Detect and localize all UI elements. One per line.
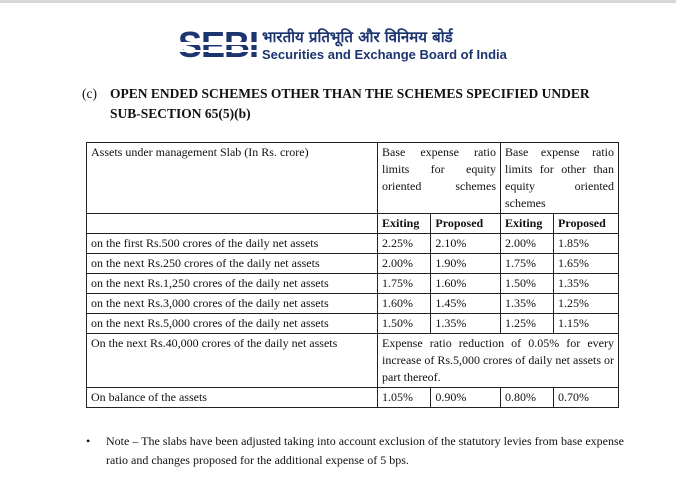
sebi-logo-mark (178, 26, 260, 64)
value-cell: 2.10% (431, 234, 501, 254)
value-cell: 1.85% (554, 234, 619, 254)
header-equity: Base expense ratio limits for equity oriented schemes (378, 143, 501, 214)
subheader-other-proposed: Proposed (554, 214, 619, 234)
value-cell: 1.35% (554, 274, 619, 294)
value-cell: 1.05% (378, 388, 431, 408)
bullet-icon: • (86, 434, 91, 448)
slab-cell: On the next Rs.40,000 crores of the daily net assets (87, 334, 378, 388)
slab-cell: On balance of the assets (87, 388, 378, 408)
subheader-empty (87, 214, 378, 234)
sebi-logo (178, 26, 508, 66)
value-cell: 1.50% (501, 274, 554, 294)
value-cell: 1.15% (554, 314, 619, 334)
slab-cell: on the next Rs.250 crores of the daily net assets (87, 254, 378, 274)
section-label: (c) (82, 86, 97, 101)
header-slab: Assets under management Slab (In Rs. crore) (87, 143, 378, 214)
table-row (87, 274, 619, 294)
table-subheader-row (87, 214, 619, 234)
value-cell: 0.70% (554, 388, 619, 408)
reduction-rule-cell: Expense ratio reduction of 0.05% for every increase of Rs.5,000 crores of daily net assets or part thereof. (378, 334, 619, 388)
slab-cell: on the next Rs.3,000 crores of the daily net assets (87, 294, 378, 314)
value-cell: 1.50% (378, 314, 431, 334)
section-title-line1: OPEN ENDED SCHEMES OTHER THAN THE SCHEMES SPECIFIED UNDER (110, 86, 590, 101)
subheader-equity-proposed: Proposed (431, 214, 501, 234)
table-row-40000 (87, 334, 619, 388)
section-title-line2: SUB-SECTION 65(5)(b) (110, 106, 251, 121)
value-cell: 1.25% (554, 294, 619, 314)
value-cell: 2.00% (501, 234, 554, 254)
value-cell: 1.75% (378, 274, 431, 294)
value-cell: 1.65% (554, 254, 619, 274)
value-cell: 1.60% (431, 274, 501, 294)
value-cell: 1.75% (501, 254, 554, 274)
value-cell: 1.35% (431, 314, 501, 334)
value-cell: 1.35% (501, 294, 554, 314)
page-top-border (0, 0, 676, 3)
section-heading (82, 84, 622, 124)
table-row (87, 314, 619, 334)
table-row-balance (87, 388, 619, 408)
sebi-english-name: Securities and Exchange Board of India (262, 47, 507, 62)
subheader-other-existing: Exiting (501, 214, 554, 234)
slab-cell: on the next Rs.1,250 crores of the daily net assets (87, 274, 378, 294)
table-row (87, 294, 619, 314)
value-cell: 0.80% (501, 388, 554, 408)
header-other: Base expense ratio limits for other than equity oriented schemes (501, 143, 619, 214)
table-row (87, 234, 619, 254)
table-row (87, 254, 619, 274)
note-text: Note – The slabs have been adjusted taking into account exclusion of the statutory levies from base expense ratio and changes proposed for the additional expense of 5 bps. (106, 434, 624, 467)
value-cell: 1.45% (431, 294, 501, 314)
value-cell: 1.90% (431, 254, 501, 274)
subheader-equity-existing: Exiting (378, 214, 431, 234)
value-cell: 2.00% (378, 254, 431, 274)
table-header-row (87, 143, 619, 214)
slab-cell: on the first Rs.500 crores of the daily net assets (87, 234, 378, 254)
value-cell: 1.60% (378, 294, 431, 314)
slab-cell: on the next Rs.5,000 crores of the daily net assets (87, 314, 378, 334)
expense-ratio-table (86, 142, 619, 408)
sebi-hindi-name: भारतीय प्रतिभूति और विनिमय बोर्ड (262, 28, 453, 46)
value-cell: 0.90% (431, 388, 501, 408)
value-cell: 2.25% (378, 234, 431, 254)
value-cell: 1.25% (501, 314, 554, 334)
